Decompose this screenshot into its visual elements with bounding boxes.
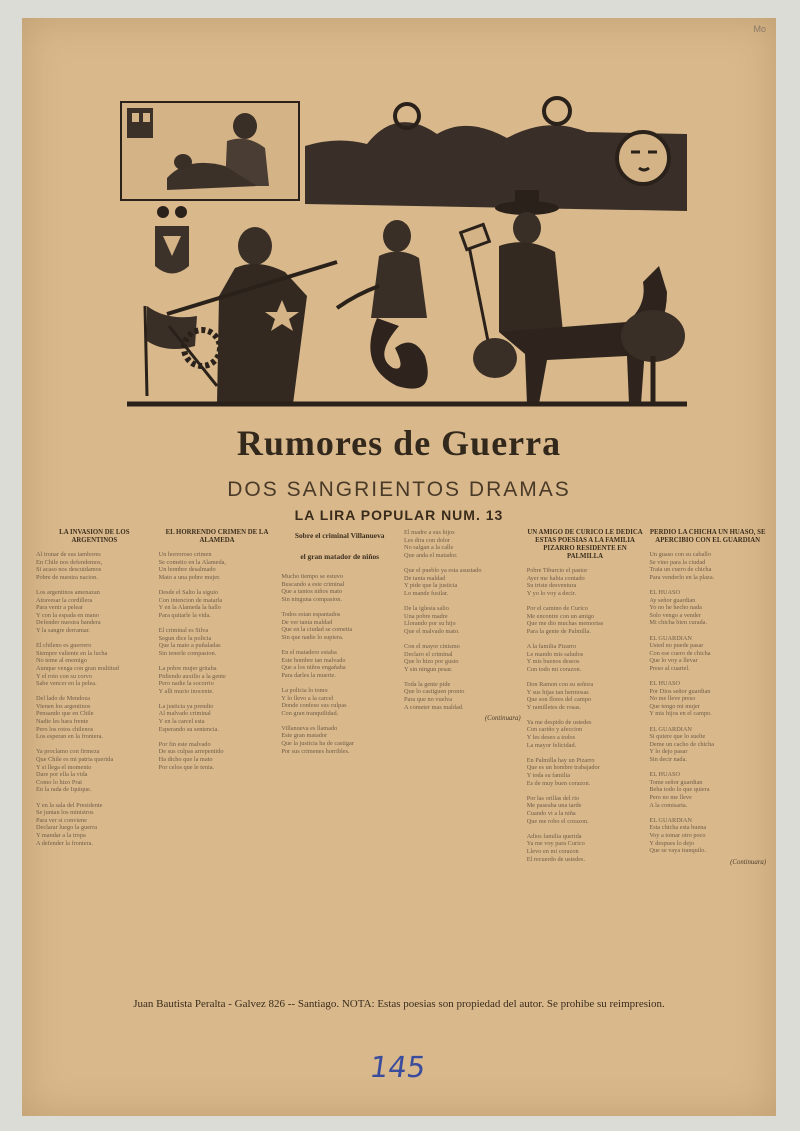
- column-heading: Sobre el criminal Villanueva: [294, 531, 385, 540]
- issue-number: LA LIRA POPULAR NUM. 13: [294, 507, 504, 523]
- poem-columns: [36, 529, 766, 994]
- column-text: Al tronar de sus tambores En Chile nos defendemos, Si acaso nos descuidamos Pobre de nuestra nacion. Los argentinos amenazan Atravesar la cordillera Para venir a pelear Y con la espada en mano Defender nuestra bandera Y la sangre derramar. El chileno es guerrero Siempre valiente en la lucha No teme al enemigo Aunque venga con gran multitud Y el roto con su corvo Sabe vencer en la pelea. Del lado de Mendoza Vienen los argentinos Pensando que en Chile Nadie les hara frente Pero los rotos chilenos Los esperan en la frontera. Ya proclamo con firmeza Que Chile es mi patria querida Y si llega el momento Dare por ella la vida Como lo hizo Prat En la rada de Iquique. Y en la sala del Presidente Se juntan los ministros Para ver si conviene Declarar luego la guerra Y mandar a la tropa A defender la frontera.: [36, 551, 119, 847]
- mermaid-figure-woodcut: [337, 220, 428, 389]
- rider-donkey-woodcut: [461, 190, 667, 404]
- column-heading: UN AMIGO DE CURICO LE DEDICA ESTAS POESIAS A LA FAMILIA PIZARRO RESIDENTE EN PALMILLA: [527, 529, 643, 560]
- column-text: Un horroroso crimen Se cometio en la Alameda, Un hombre desalmado Mato a una pobre mujer. Desde el Salto la siguio Con intencion de matarla Y en la Alameda la hallo Para quitarle la vida. El criminal es Silva Segun dice la policia Que la mato a puñaladas Sin tenerle compasion. La pobre mujer gritaba Pidiendo auxilio a la gente Pero nadie la socorrio Y alli murio inocente. La justicia ya prendio Al malvado criminal Y en la carcel esta Esperando su sentencia. Por fin este malvado De sus culpas arrepentido Ha dicho que la mato Por celos que le tenia.: [158, 551, 226, 771]
- flag-wreath-woodcut: [145, 306, 220, 396]
- column-heading: EL HORRENDO CRIMEN DE LA ALAMEDA: [165, 529, 269, 544]
- handwritten-number: 145: [367, 1050, 428, 1084]
- top-left-scene-woodcut: [121, 102, 299, 200]
- column-text: Pobre Tiburcio el pastor Ayer me habia contado Su triste desventura Y yo lo voy a decir. Por el camino de Curico Me encontre con un amigo Que me dio muchas memorias Para la gente de Palmilla. A la familia Pizarro Le mando mis saludos Y mis buenos deseos Con todo mi corazon. Don Ramon con su señora Y sus hijas tan hermosas Que son flores del campo Y ramilletes de rosas. Ya me despido de ustedes Con cariño y afeccion Y les deseo a todos La mayor felicidad. En Palmilla hay un Pizarro Que es un hombre trabajador Y toda su familia Es de muy buen corazon. Por las orillas del rio Me paseaba una tarde Cuando vi a la niña Que me robo el corazon. Adios familia querida Ya me voy para Curico Llevo en mi corazon El recuerdo de ustedes.: [526, 567, 604, 863]
- continuation-note: (Continuara): [484, 715, 521, 723]
- mountain-sun-woodcut: [305, 98, 687, 211]
- coat-of-arms-woodcut: [155, 206, 189, 274]
- column-heading: PERDIO LA CHICHA UN HUASO, SE APERCIBIO CON EL GUARDIAN: [649, 529, 766, 544]
- soldier-figure-woodcut: [167, 227, 337, 404]
- column-heading: LA INVASION DE LOS ARGENTINOS: [59, 529, 130, 544]
- woodcut-illustration: [107, 86, 697, 411]
- column-text: Un guaso con su caballo Se vino para la ciudad Traia un cuero de chicha Para venderlo en la plaza. EL HUASO Ay señor guardian Yo no he hecho nada Solo vengo a vender Mi chicha bien curada. EL GUARDIAN Usted no puede pasar Con ese cuero de chicha Que lo voy a llevar Preso al cuartel. EL HUASO Por Dios señor guardian No me lleve preso Que tengo mi mujer Y mis hijos en el campo. EL GUARDIAN Si quiere que lo suelte Deme un cacho de chicha Y lo dejo pasar Sin decir nada. EL HUASO Tome señor guardian Beba todo lo que quiera Pero no me lleve A la comisaria. EL GUARDIAN Esta chicha esta buena Voy a tomar otro poco Y despues lo dejo Que se vaya tranquilo.: [649, 551, 715, 855]
- column-text: Mucho tiempo se estuvo Buscando a este criminal Que a tantos niños mato Sin ninguna compasion. Todos estan espantados De ver tanta maldad Que en la ciudad se cometia Sin que nadie lo supiera. En el matadero estaba Este hombre tan malvado Que a los niños engañaba Para darles la muerte. La policia lo tomo Y lo llevo a la carcel Donde confeso sus culpas Con gran tranquilidad. Villanueva es llamado Este gran matador Que la justicia ha de castigar Por sus crimenes horribles.: [281, 573, 354, 755]
- page-subtitle: DOS SANGRIENTOS DRAMAS: [227, 478, 571, 501]
- poem-column-2: [159, 529, 276, 994]
- publisher-footer: Juan Bautista Peralta - Galvez 826 -- Santiago. NOTA: Estas poesias son propiedad del autor. Se prohibe su reimpresion.: [133, 998, 665, 1010]
- continuation-note: (Continuara): [730, 858, 766, 866]
- poem-column-4: [404, 529, 521, 994]
- page-title: Rumores de Guerra: [236, 423, 562, 463]
- poem-column-6: [649, 529, 766, 994]
- broadsheet-paper: [22, 18, 776, 1116]
- column-text: El madre a sus hijos Les dira con dolor No salgan a la calle Que anda el matador. Que el pueblo ya esta asustado De tanta maldad Y pide que la justicia Lo mande fusilar. De la iglesia salio Una pobre madre Llorando por su hijo Que el malvado mato. Con el mayor cinismo Declaro el criminal Que lo hizo por gusto Y sin ningun pesar. Toda la gente pide Que lo castiguen pronto Para que no vuelva A cometer mas maldad.: [404, 529, 482, 711]
- corner-mark: Mo: [753, 24, 766, 34]
- poem-column-3: [281, 529, 398, 994]
- poem-column-5: [527, 529, 644, 994]
- column-subheading: el gran matador de niños: [300, 552, 380, 561]
- poem-column-1: [36, 529, 153, 994]
